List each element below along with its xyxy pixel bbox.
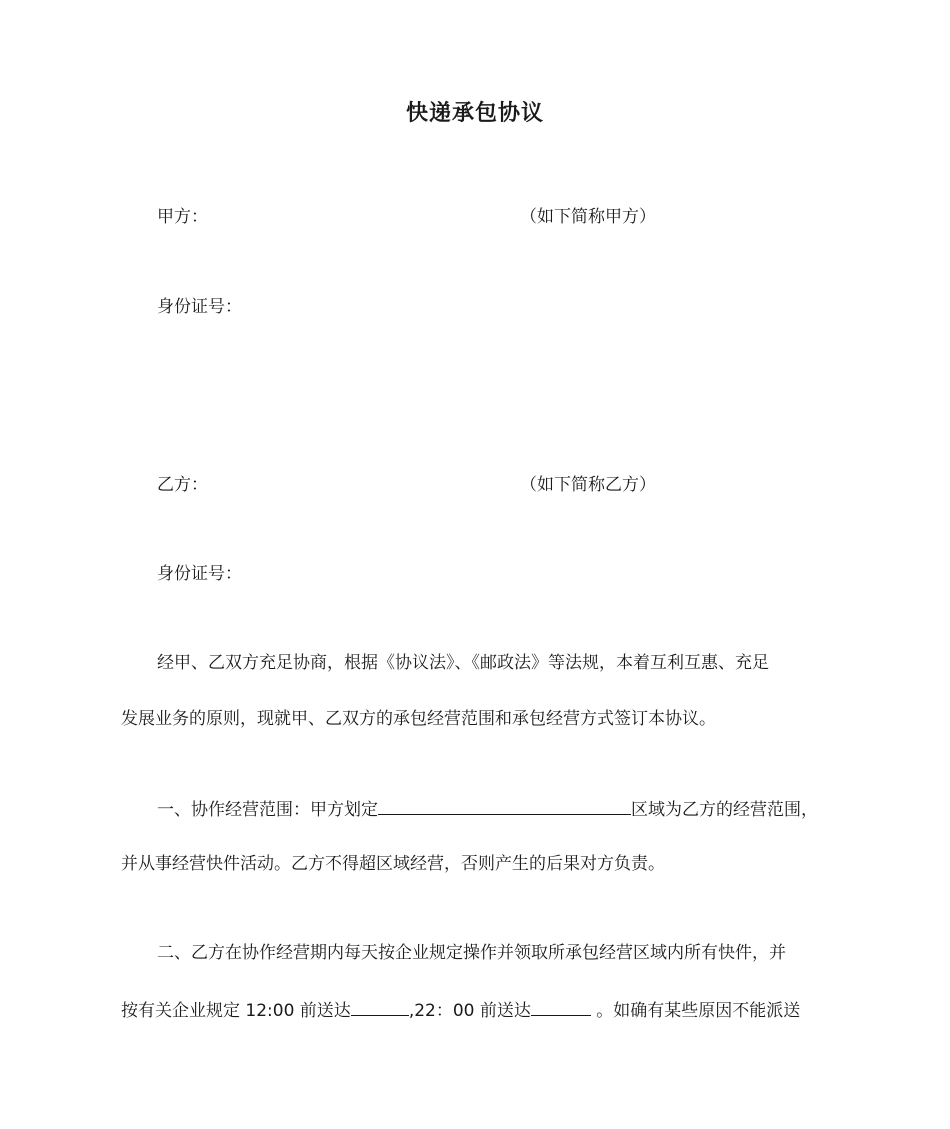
clause-1-line-2: 并从事经营快件活动。乙方不得超区域经营，否则产生的后果对方负责。 — [121, 854, 665, 874]
clause-1-suffix: 区域为乙方的经营范围， — [631, 800, 818, 820]
clause-2-line-1: 二、乙方在协作经营期内每天按企业规定操作并领取所承包经营区域内所有快件，并 — [157, 943, 786, 963]
clause-2-evening-blank — [531, 997, 591, 1016]
document-title: 快递承包协议 — [405, 101, 544, 126]
clause-2-line-2 — [121, 997, 800, 1023]
party-a-id-label: 身份证号： — [157, 297, 242, 317]
clause-2-part-3: 。如确有某些原因不能派送 — [590, 1001, 801, 1021]
party-b-id-label: 身份证号： — [157, 564, 242, 584]
clause-1-prefix: 一、协作经营范围：甲方划定 — [157, 800, 378, 820]
clause-2-part-2: ,22：00 前送达 — [408, 1001, 531, 1021]
preamble-line-2: 发展业务的原则，现就甲、乙双方的承包经营范围和承包经营方式签订本协议。 — [121, 709, 716, 729]
party-a-note: （如下简称甲方） — [520, 207, 656, 227]
party-b-note: （如下简称乙方） — [520, 475, 656, 495]
clause-1-area-blank — [378, 796, 631, 815]
party-a-label: 甲方： — [157, 207, 208, 227]
party-b-label: 乙方： — [157, 475, 208, 495]
clause-1-line-1 — [157, 796, 818, 822]
clause-2-part-1: 按有关企业规定 12:00 前送达 — [121, 1001, 351, 1021]
clause-2-noon-blank — [351, 997, 409, 1016]
preamble-line-1: 经甲、乙双方充足协商，根据《协议法》、《邮政法》等法规，本着互利互惠、充足 — [157, 653, 769, 673]
